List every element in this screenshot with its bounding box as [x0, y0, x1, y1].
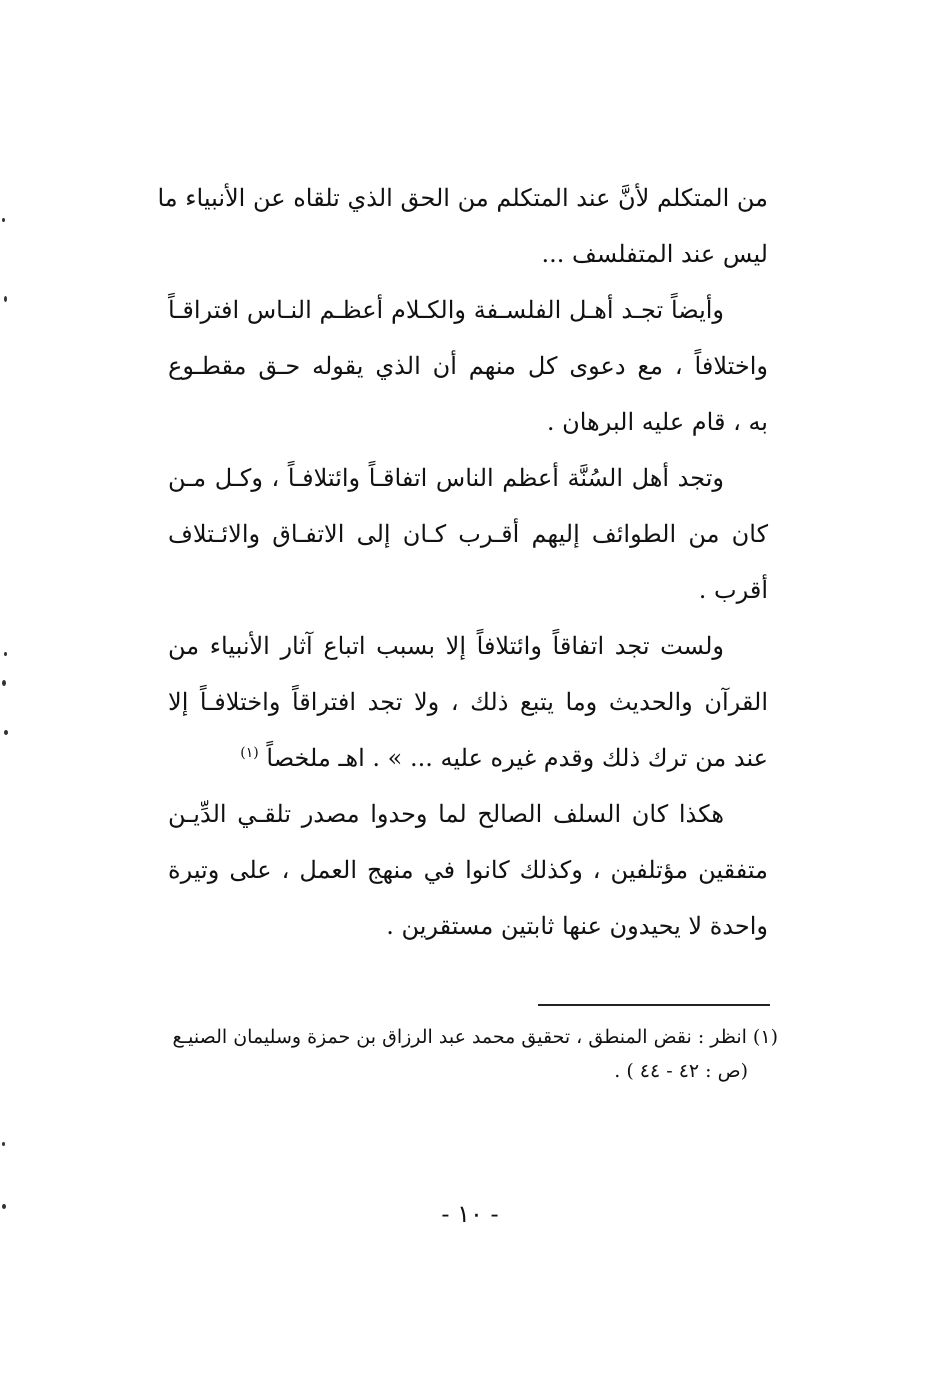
text-line [168, 730, 768, 786]
paragraph-3 [168, 450, 768, 618]
text-line-content: عند من ترك ذلك وقدم غيره عليه ... » . اهـ ملخصاً [266, 744, 768, 772]
text-line: أقرب . [698, 576, 768, 604]
footnote-line: (ص : ٤٢ - ٤٤ ) . [614, 1060, 748, 1082]
paragraph-4 [168, 618, 768, 786]
footnote-divider [538, 1004, 770, 1006]
text-line: وأيضاً تجـد أهـل الفلسـفة والكـلام أعظـم النـاس افتراقـاً [168, 296, 724, 324]
text-line: واحدة لا يحيدون عنها ثابتين مستقرين . [386, 912, 768, 940]
text-line: ليس عند المتفلسف ... [541, 240, 768, 268]
body-text [157, 170, 768, 954]
text-line: وتجد أهل السُنَّة أعظم الناس اتفاقـاً وائتلافـاً ، وكـل مـن [168, 464, 724, 492]
scan-speck [2, 1142, 5, 1146]
scan-speck [2, 218, 5, 222]
text-line: ولست تجد اتفاقاً وائتلافاً إلا بسبب اتباع آثار الأنبياء من [168, 632, 724, 660]
text-line: كان من الطوائف إليهم أقـرب كـان إلى الاتفـاق والائـتلاف [168, 520, 768, 548]
page-number: - ١٠ - [441, 1200, 499, 1228]
text-line: هكذا كان السلف الصالح لما وحدوا مصدر تلقـي الدِّيـن [168, 800, 724, 828]
paragraph-1 [157, 170, 768, 282]
text-line: به ، قام عليه البرهان . [546, 408, 768, 436]
paragraph-5 [168, 786, 768, 954]
footnote [172, 1020, 778, 1088]
scan-speck [4, 296, 7, 302]
footnote-reference: (١) [240, 745, 259, 761]
scan-speck [2, 680, 6, 686]
footnote-line: (١) انظر : نقض المنطق ، تحقيق محمد عبد الرزاق بن حمزة وسليمان الصنيـع [172, 1026, 778, 1048]
paragraph-2 [168, 282, 768, 450]
text-line: واختلافاً ، مع دعوى كل منهم أن الذي يقوله حـق مقطـوع [168, 352, 768, 380]
text-line: القرآن والحديث وما يتبع ذلك ، ولا تجد افتراقاً واختلافـاً إلا [168, 688, 768, 716]
scan-speck [4, 652, 7, 656]
text-line: من المتكلم لأنَّ عند المتكلم من الحق الذي تلقاه عن الأنبياء ما [157, 184, 768, 212]
text-line: متفقين مؤتلفين ، وكذلك كانوا في منهج العمل ، على وتيرة [168, 856, 768, 884]
scan-speck [4, 730, 8, 735]
scan-speck [2, 1204, 6, 1209]
